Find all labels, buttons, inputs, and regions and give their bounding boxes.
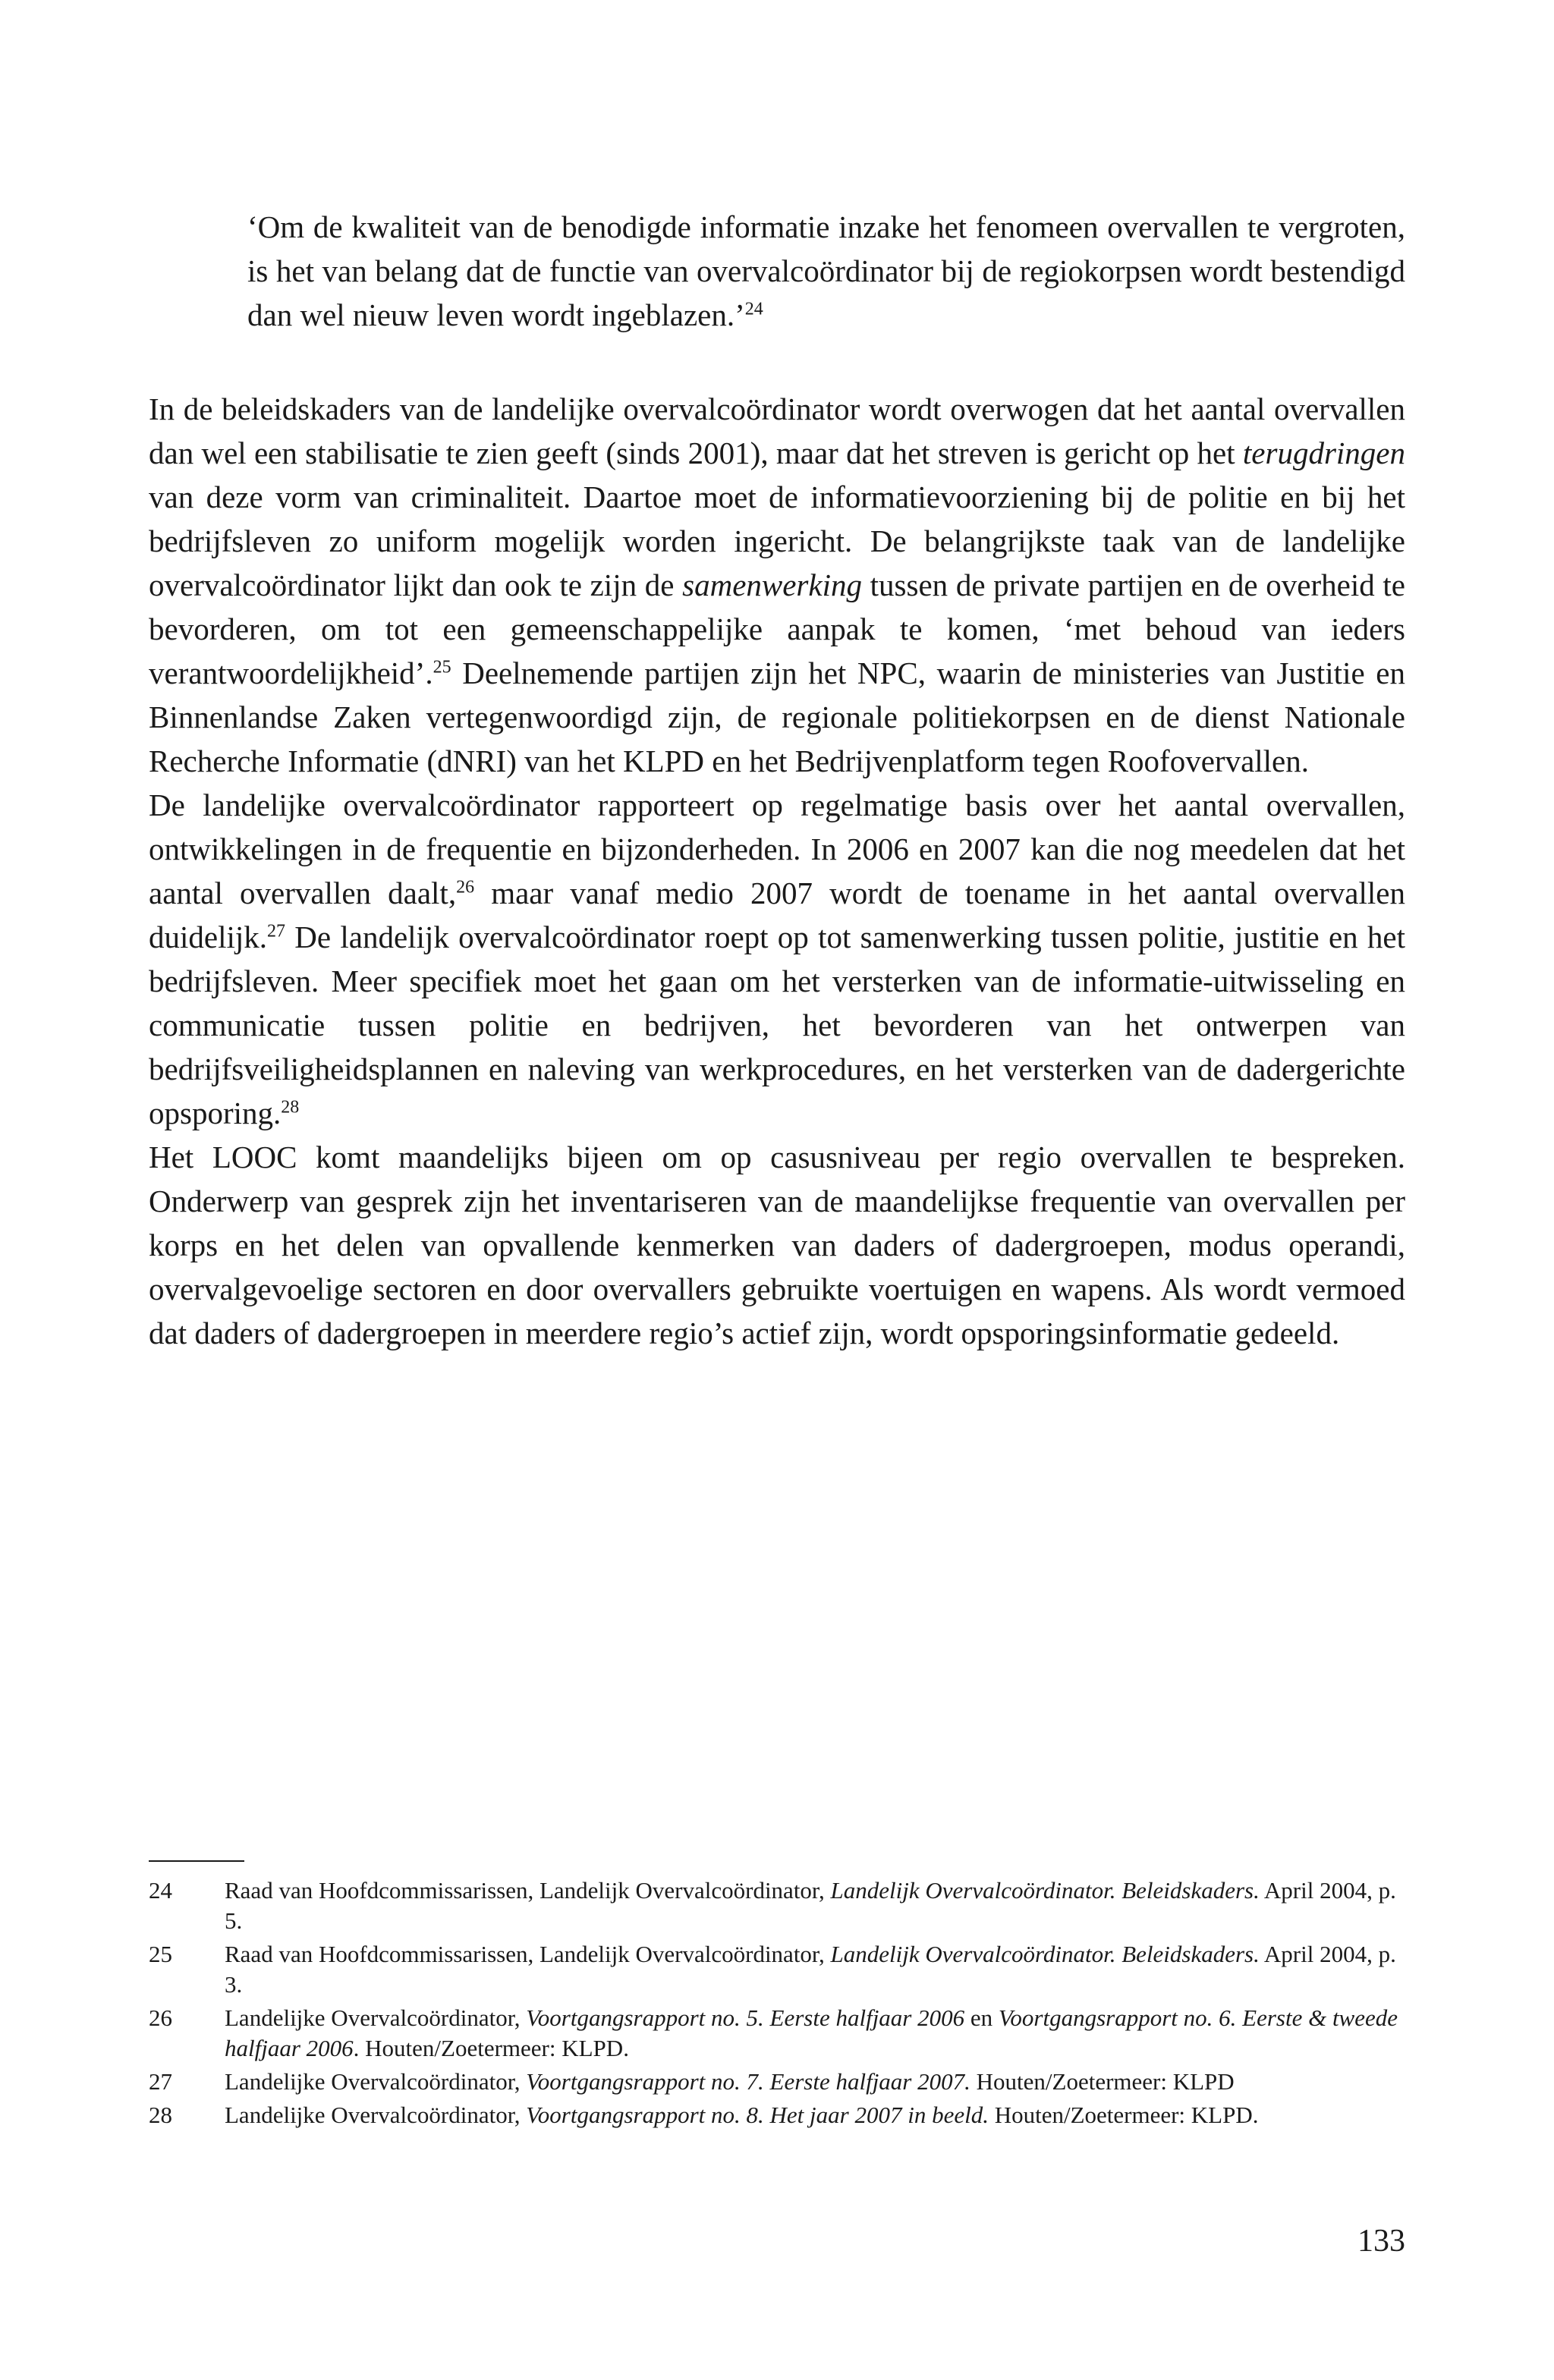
body-text [149, 387, 1405, 1355]
p1-emphasis-terugdringen: terugdringen [1242, 435, 1405, 470]
footnote-number: 27 [149, 2068, 172, 2095]
footnote-number: 28 [149, 2102, 172, 2128]
p1-text-d: Deelnemende partijen zijn het NPC, waarin de ministeries van Justitie en Binnenlandse Zaken vertegenwoordigd zijn, de regionale politiekorpsen en de dienst Nationale Recherche Informatie (dNRI) van het KLPD en het Bedrijvenplatform tegen Roofovervallen. [149, 656, 1405, 778]
p2-text-b: maar vanaf medio 2007 wordt de toename in het aantal overvallen duidelijk. [149, 876, 1405, 954]
footnote-text [225, 1939, 1405, 2000]
quote-text: ‘Om de kwaliteit van de benodigde informatie inzake het fenomeen overvallen te vergroten, is het van belang dat de functie van overvalcoördinator bij de regiokorpsen wordt bestendigd dan wel nieuw leven wordt ingeblazen.’ [247, 209, 1405, 332]
main-text [149, 205, 1405, 1355]
page-number: 133 [1357, 2224, 1405, 2259]
footnote-text [225, 1875, 1405, 1936]
footnote-text-a: Landelijke Overvalcoördinator, [225, 2068, 527, 2095]
p1-emphasis-samenwerking: samenwerking [682, 567, 862, 602]
footnote-ref-24[interactable]: 24 [744, 299, 763, 319]
footnote-26 [149, 2003, 1405, 2064]
footnote-text-a: Landelijke Overvalcoördinator, [225, 2004, 527, 2031]
paragraph-2 [149, 783, 1405, 1135]
footnote-text-mid: en [964, 2004, 999, 2031]
block-quote [247, 205, 1405, 337]
footnote-ref-25[interactable]: 25 [433, 657, 451, 678]
footnote-text [225, 2100, 1405, 2130]
footnote-text-b: Houten/Zoetermeer: KLPD. [988, 2102, 1259, 2128]
p2-text-a: De landelijke overvalcoördinator rapporteert op regelmatige basis over het aantal overvallen, ontwikkelingen in de frequentie en bijzonderheden. In 2006 en 2007 kan die nog meedelen dat het aantal overvallen daalt, [149, 788, 1405, 910]
footnote-number: 25 [149, 1941, 172, 1967]
footnote-24 [149, 1875, 1405, 1936]
footnote-title: Landelijk Overvalcoördinator. Beleidskaders. [830, 1877, 1260, 1904]
footnote-text-b: April 2004, p. 3. [225, 1941, 1396, 1998]
footnote-text-b: . Houten/Zoetermeer: KLPD. [353, 2035, 629, 2061]
footnote-number: 26 [149, 2004, 172, 2031]
footnote-25 [149, 1939, 1405, 2000]
footnote-ref-28[interactable]: 28 [281, 1097, 300, 1118]
footnote-title: Landelijk Overvalcoördinator. Beleidskaders. [830, 1941, 1260, 1967]
footnote-divider [149, 1860, 244, 1862]
p3-text: Het LOOC komt maandelijks bijeen om op casusniveau per regio overvallen te bespreken. Onderwerp van gesprek zijn het inventariseren van de maandelijkse frequentie van overvallen per korps en het delen van opvallende kenmerken van daders of dadergroepen, modus operandi, overvalgevoelige sectoren en door overvallers gebruikte voertuigen en wapens. Als wordt vermoed dat daders of dadergroepen in meerdere regio’s actief zijn, wordt opsporingsinformatie gedeeld. [149, 1140, 1405, 1350]
footnote-text-a: Raad van Hoofdcommissarissen, Landelijk Overvalcoördinator, [225, 1877, 831, 1904]
footnote-title: Voortgangsrapport no. 7. Eerste halfjaar 2007. [526, 2068, 970, 2095]
footnote-27 [149, 2067, 1405, 2097]
footnote-ref-26[interactable]: 26 [456, 877, 475, 898]
paragraph-1 [149, 387, 1405, 783]
p1-text-b: van deze vorm van criminaliteit. Daartoe moet de informatievoorziening bij de politie en bij het bedrijfsleven zo uniform mogelijk worden ingericht. De belangrijkste taak van de landelijke overvalcoördinator lijkt dan ook te zijn de [149, 479, 1405, 602]
footnote-title: Voortgangsrapport no. 8. Het jaar 2007 in beeld. [526, 2102, 989, 2128]
footnote-number: 24 [149, 1877, 172, 1904]
footnote-ref-27[interactable]: 27 [267, 921, 286, 942]
footnote-text [225, 2003, 1405, 2064]
footnote-title-2: Voortgangsrapport no. 6. Eerste & tweede halfjaar 2006 [225, 2004, 1398, 2061]
footnote-text-b: April 2004, p. 5. [225, 1877, 1396, 1934]
footnotes [149, 1875, 1405, 2133]
p1-text-a: In de beleidskaders van de landelijke overvalcoördinator wordt overwogen dat het aantal overvallen dan wel een stabilisatie te zien geeft (sinds 2001), maar dat het streven is gericht op het [149, 391, 1405, 470]
footnote-text-a: Raad van Hoofdcommissarissen, Landelijk Overvalcoördinator, [225, 1941, 831, 1967]
footnote-text [225, 2067, 1405, 2097]
paragraph-3 [149, 1135, 1405, 1355]
footnote-28 [149, 2100, 1405, 2130]
p1-text-c: tussen de private partijen en de overheid te bevorderen, om tot een gemeenschappelijke aanpak te komen, ‘met behoud van ieders verantwoordelijkheid’. [149, 567, 1405, 690]
footnote-text-a: Landelijke Overvalcoördinator, [225, 2102, 527, 2128]
p2-text-c: De landelijk overvalcoördinator roept op tot samenwerking tussen politie, justitie en het bedrijfsleven. Meer specifiek moet het gaan om het versterken van de informatie-uitwisseling en communicatie tussen politie en bedrijven, het bevorderen van het ontwerpen van bedrijfsveiligheidsplannen en naleving van werkprocedures, en het versterken van de dadergerichte opsporing. [149, 920, 1405, 1130]
footnote-title-1: Voortgangsrapport no. 5. Eerste halfjaar 2006 [526, 2004, 965, 2031]
footnote-text-b: Houten/Zoetermeer: KLPD [970, 2068, 1235, 2095]
